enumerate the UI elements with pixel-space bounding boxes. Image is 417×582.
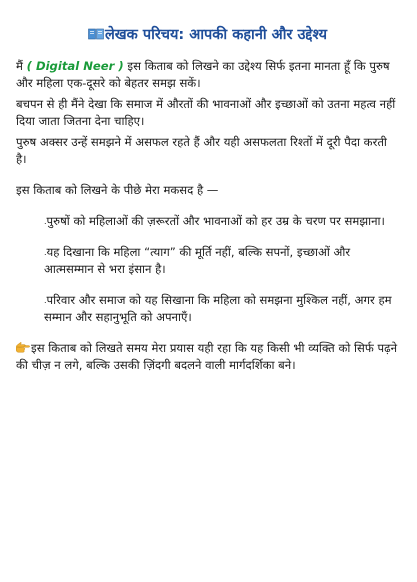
intro-prefix: मैं bbox=[16, 59, 27, 73]
closing-text: इस किताब को लिखते समय मेरा प्रयास यही रहा कि यह किसी भी व्यक्ति को सिर्फ पढ़ने की चीज़ न लगे, बल्कि उसकी ज़िंदगी बदलने वाली मार्गदर्शिका बने। bbox=[16, 341, 398, 372]
list-item bbox=[44, 213, 399, 230]
list-item bbox=[44, 292, 399, 326]
list-item bbox=[44, 244, 399, 278]
list-item-text: परिवार और समाज को यह सिखाना कि महिला को समझना मुश्किल नहीं, अगर हम सम्मान और सहानुभूति को अपनाएँ। bbox=[44, 293, 392, 324]
purpose-list bbox=[44, 213, 399, 326]
closing-paragraph bbox=[16, 340, 399, 374]
book-icon bbox=[88, 27, 104, 39]
pointing-hand-icon bbox=[16, 341, 30, 352]
paragraph-men-fail: पुरुष अक्सर उन्हें समझने में असफल रहते हैं और यही असफलता रिश्तों में दूरी पैदा करती है। bbox=[16, 135, 387, 166]
list-bullet: . bbox=[44, 296, 47, 305]
list-bullet: . bbox=[44, 217, 47, 226]
list-item-text: पुरुषों को महिलाओं की ज़रूरतों और भावनाओं को हर उम्र के चरण पर समझाना। bbox=[46, 214, 385, 228]
intro-text: इस किताब को लिखने का उद्देश्य सिर्फ इतना मानता हूँ कि पुरुष और महिला एक-दूसरे को बेहतर समझ सकें। bbox=[16, 59, 390, 90]
paragraph-childhood: बचपन से ही मैंने देखा कि समाज में औरतों की भावनाओं और इच्छाओं को उतना महत्व नहीं दिया जाता जितना देना चाहिए। bbox=[16, 97, 396, 128]
page-title-text: लेखक परिचय: आपकी कहानी और उद्देश्य bbox=[104, 27, 328, 43]
page-title bbox=[16, 26, 399, 44]
intro-paragraph bbox=[16, 58, 399, 92]
list-bullet: . bbox=[44, 248, 47, 257]
purpose-intro: इस किताब को लिखने के पीछे मेरा मकसद है — bbox=[16, 183, 219, 197]
brand-name: ( Digital Neer ) bbox=[26, 59, 124, 73]
list-item-text: यह दिखाना कि महिला “त्याग” की मूर्ति नहीं, बल्कि सपनों, इच्छाओं और आत्मसम्मान से भरा इंसान है। bbox=[44, 245, 351, 276]
